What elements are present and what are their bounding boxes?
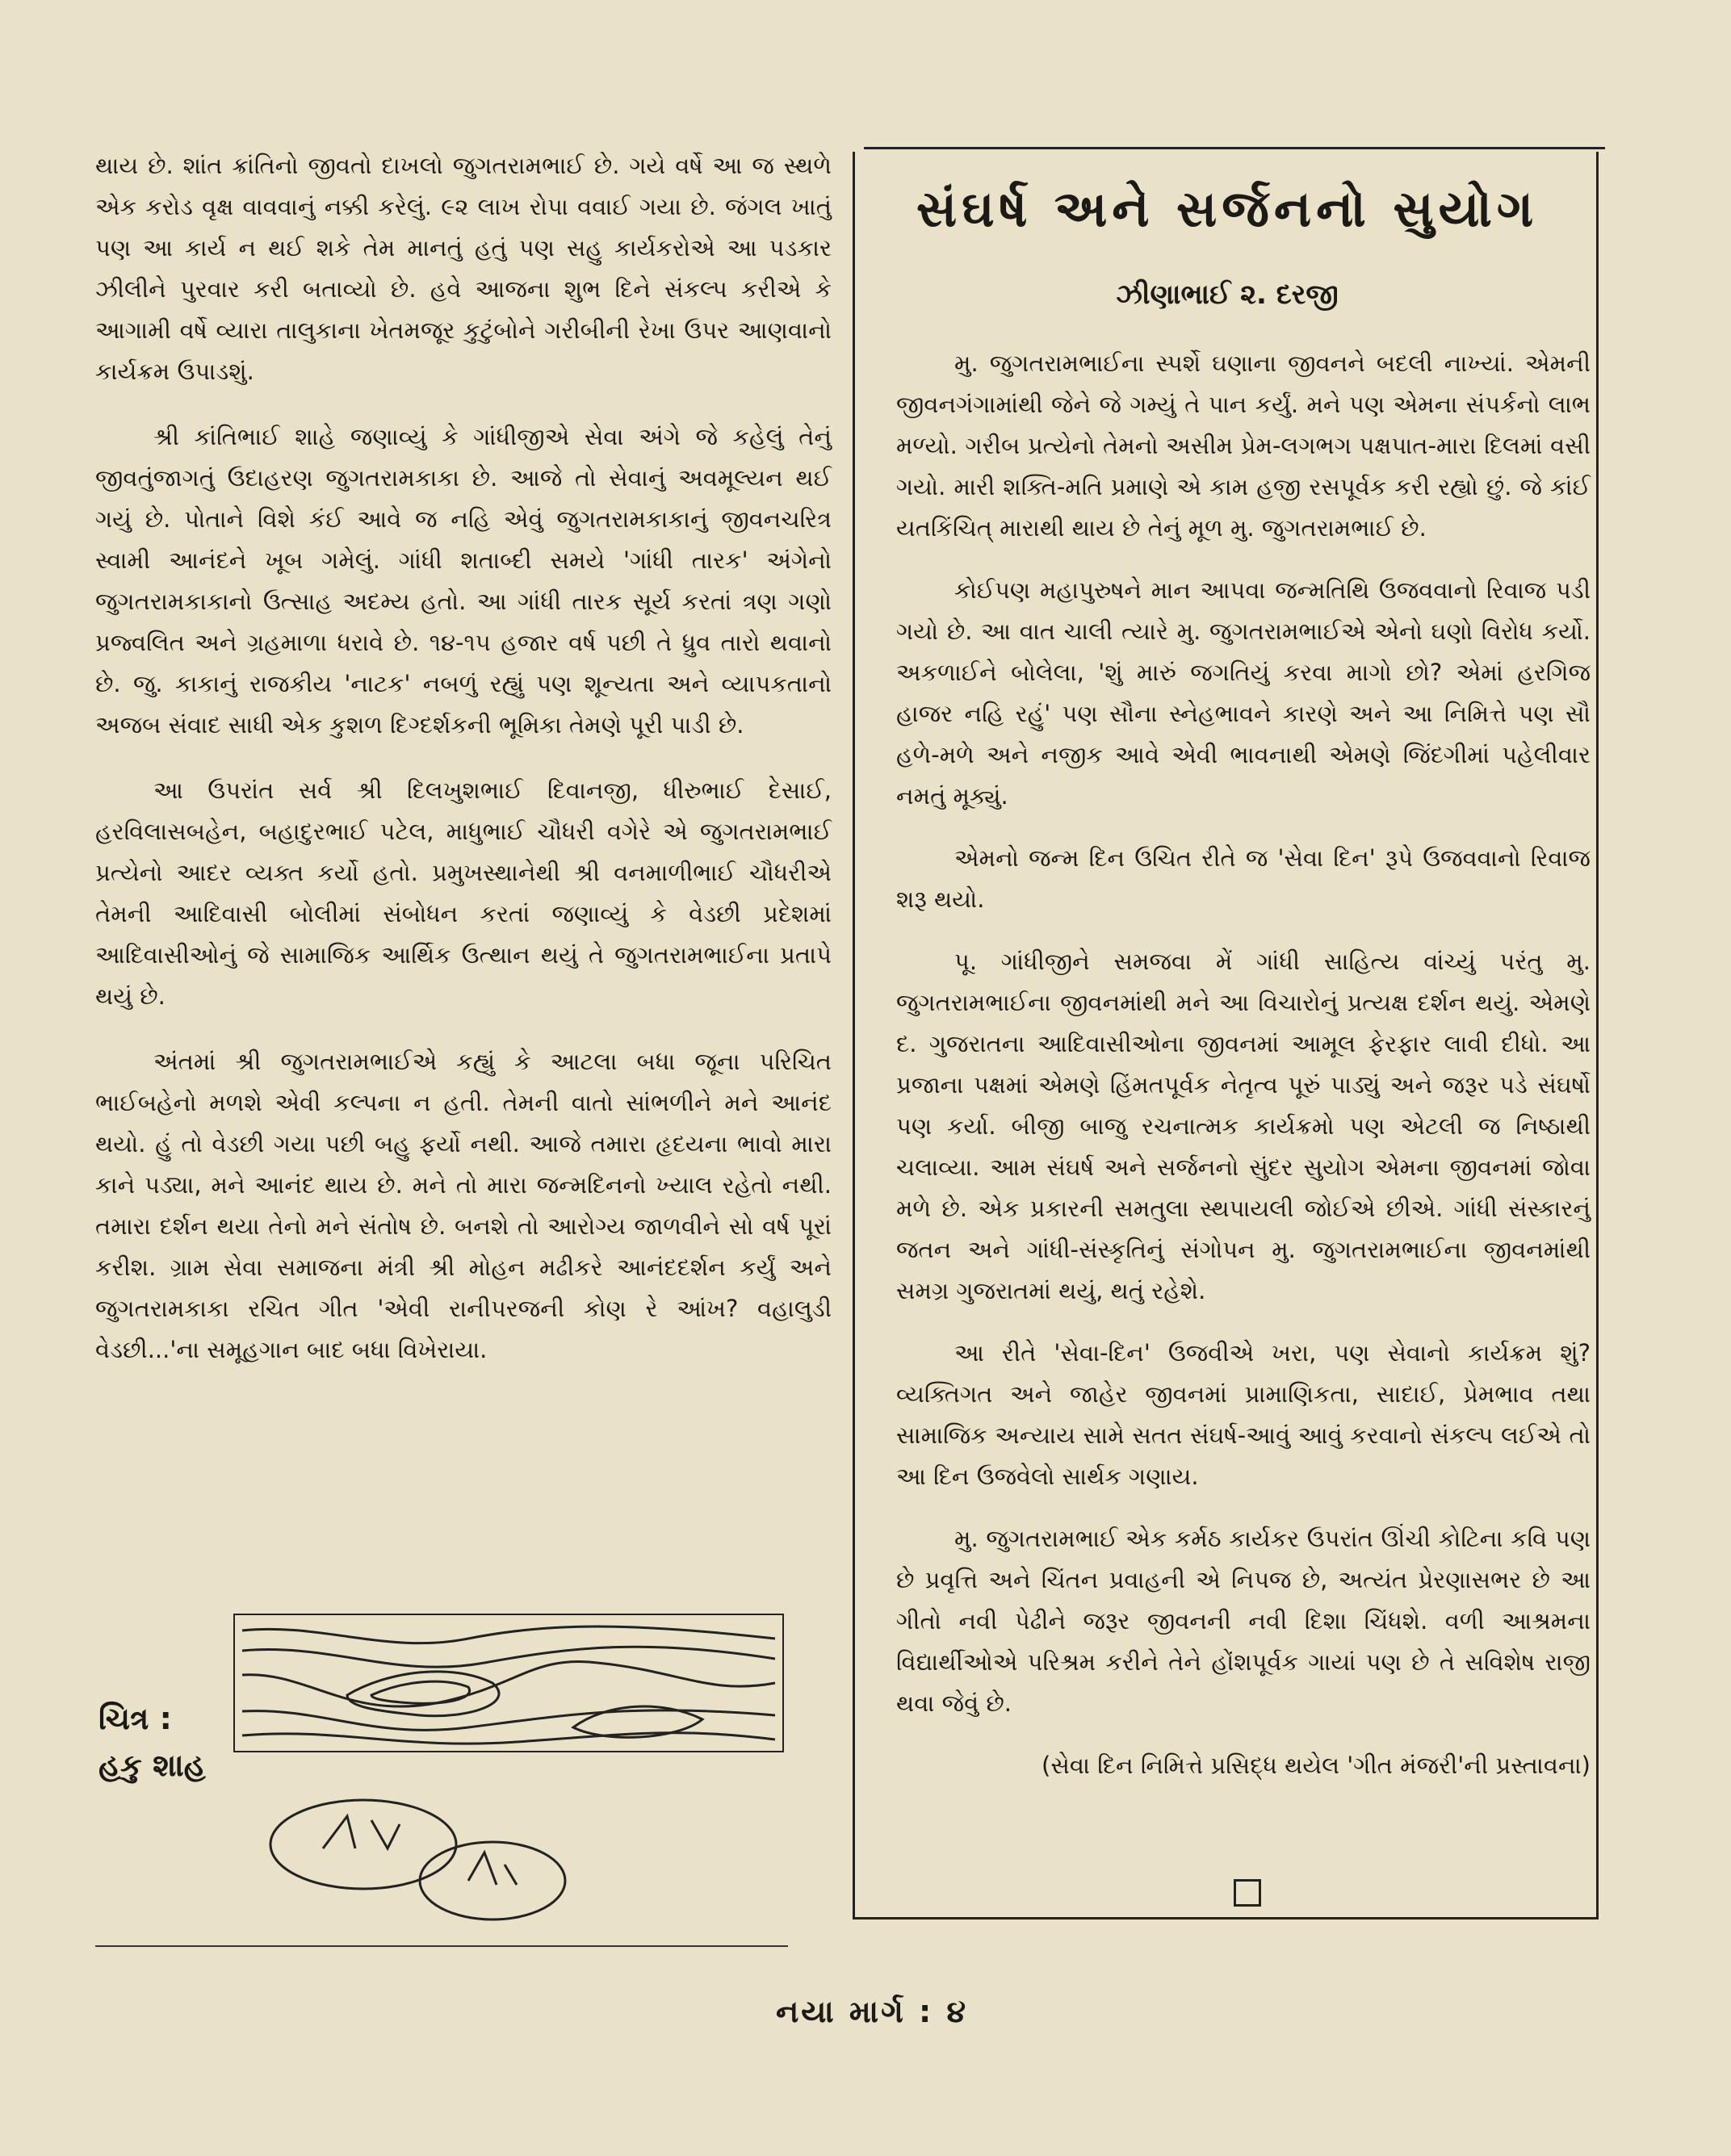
article-paragraph-1: મુ. જુગતરામભાઈના સ્પર્શે ઘણાના જીવનને બદલી નાખ્યાં. એમની જીવનગંગામાંથી જેને જે ગમ્યું તે પાન કર્યું. મને પણ એમના સંપર્કનો લાભ મળ્યો. ગરીબ પ્રત્યેનો તેમનો અસીમ પ્રેમ-લગભગ પક્ષપાત-મારા દિલમાં વસી ગયો. મારી શક્તિ-મતિ પ્રમાણે એ કામ હજી રસપૂર્વક કરી રહ્યો છું. જે કાંઈ યતકિંચિત્ મારાથી થાય છે તેનું મૂળ મુ. જુગતરામભાઈ છે. (896, 350, 1591, 542)
article-author: ઝીણાભાઈ ૨. દરજી (1116, 278, 1339, 311)
page-footer: નયા માર્ગ : ૪ (775, 1994, 969, 2029)
article-paragraph-2: કોઈપણ મહાપુરુષને માન આપવા જન્મતિથિ ઉજવવાનો રિવાજ પડી ગયો છે. આ વાત ચાલી ત્યારે મુ. જુગતરામભાઈએ એનો ઘણો વિરોધ કર્યો. અકળાઈને બોલેલા, 'શું મારું જગતિયું કરવા માગો છો? એમાં હરગિજ હાજર નહિ રહું' પણ સૌના સ્નેહભાવને કારણે અને આ નિમિત્તે પણ સૌ હળે-મળે અને નજીક આવે એવી ભાવનાથી એમણે જિંદગીમાં પહેલીવાર નમતું મૂક્યું. (896, 576, 1591, 810)
article-body (896, 343, 1591, 1807)
article-box-top-rule (864, 147, 1605, 149)
illustration-credit-name: હકુ શાહ (98, 1748, 206, 1783)
article-paragraph-3: એમનો જન્મ દિન ઉચિત રીતે જ 'સેવા દિન' રૂપે ઉજવવાનો રિવાજ શરૂ થયો. (896, 844, 1591, 913)
left-paragraph-3: આ ઉપરાંત સર્વ શ્રી દિલખુશભાઈ દિવાનજી, ધીરુભાઈ દેસાઈ, હરવિલાસબહેન, બહાદુરભાઈ પટેલ, માધુભાઈ ચૌધરી વગેરે એ જુગતરામભાઈ પ્રત્યેનો આદર વ્યક્ત કર્યો હતો. પ્રમુખસ્થાનેથી શ્રી વનમાળીભાઈ ચૌધરીએ તેમની આદિવાસી બોલીમાં સંબોધન કરતાં જણાવ્યું કે વેડછી પ્રદેશમાં આદિવાસીઓનું જે સામાજિક આર્થિક ઉત્થાન થયું તે જુગતરામભાઈના પ્રતાપે થયું છે. (95, 777, 832, 1010)
left-column-text (95, 145, 832, 1395)
illustration-credit (98, 1695, 220, 1789)
illustration-credit-label: ચિત્ર : (98, 1701, 172, 1736)
article-title: સંઘર્ષ અને સર્જનનો સુયોગ (916, 179, 1539, 238)
article-paragraph-5: આ રીતે 'સેવા-દિન' ઉજવીએ ખરા, પણ સેવાનો કાર્યક્રમ શું? વ્યક્તિગત અને જાહેર જીવનમાં પ્રામાણિકતા, સાદાઈ, પ્રેમભાવ તથા સામાજિક અન્યાય સામે સતત સંઘર્ષ-આવું આવું કરવાનો સંકલ્પ લઈએ તો આ દિન ઉજવેલો સાર્થક ગણાય. (896, 1339, 1591, 1490)
article-paragraph-4: પૂ. ગાંધીજીને સમજવા મેં ગાંધી સાહિત્ય વાંચ્યું પરંતુ મુ. જુગતરામભાઈના જીવનમાંથી મને આ વિચારોનું પ્રત્યક્ષ દર્શન થયું. એમણે દ. ગુજરાતના આદિવાસીઓના જીવનમાં આમૂલ ફેરફાર લાવી દીધો. આ પ્રજાના પક્ષમાં એમણે હિંમતપૂર્વક નેતૃત્વ પૂરું પાડ્યું અને જરૂર પડે સંઘર્ષો પણ કર્યા. બીજી બાજુ રચનાત્મક કાર્યક્રમો પણ એટલી જ નિષ્ઠાથી ચલાવ્યા. આમ સંઘર્ષ અને સર્જનનો સુંદર સુયોગ એમના જીવનમાં જોવા મળે છે. એક પ્રકારની સમતુલા સ્થપાયલી જોઈએ છીએ. ગાંધી સંસ્કારનું જતન અને ગાંધી-સંસ્કૃતિનું સંગોપન મુ. જુગતરામભાઈના જીવનમાંથી સમગ્ર ગુજરાતમાં થયું, થતું રહેશે. (896, 948, 1591, 1304)
wood-grain-illustration (226, 1606, 791, 1929)
article-end-square-icon (1234, 1879, 1261, 1907)
article-source-note: (સેવા દિન નિમિત્તે પ્રસિદ્ધ થયેલ 'ગીત મંજરી'ની પ્રસ્તાવના) (1042, 1752, 1591, 1779)
article-paragraph-6: મુ. જુગતરામભાઈ એક કર્મઠ કાર્યકર ઉપરાંત ઊંચી કોટિના કવિ પણ છે પ્રવૃત્તિ અને ચિંતન પ્રવાહની એ નિપજ છે, અત્યંત પ્રેરણાસભર છે આ ગીતો નવી પેઢીને જરૂર જીવનની નવી દિશા ચિંધશે. વળી આશ્રમના વિદ્યાર્થીઓએ પરિશ્રમ કરીને તેને હોંશપૂર્વક ગાયાં પણ છે તે સવિશેષ રાજી થવા જેવું છે. (896, 1525, 1591, 1717)
left-paragraph-1: થાય છે. શાંત ક્રાંતિનો જીવતો દાખલો જુગતરામભાઈ છે. ગયે વર્ષે આ જ સ્થળે એક કરોડ વૃક્ષ વાવવાનું નક્કી કરેલું. ૯૨ લાખ રોપા વવાઈ ગયા છે. જંગલ ખાતું પણ આ કાર્ય ન થઈ શકે તેમ માનતું હતું પણ સહુ કાર્યકરોએ આ પડકાર ઝીલીને પુરવાર કરી બતાવ્યો છે. હવે આજના શુભ દિને સંકલ્પ કરીએ કે આગામી વર્ષે વ્યારા તાલુકાના ખેતમજૂર કુટુંબોને ગરીબીની રેખા ઉપર આણવાનો કાર્યક્રમ ઉપાડશું. (95, 152, 832, 385)
left-column-bottom-rule (95, 1945, 788, 1947)
left-paragraph-2: શ્રી કાંતિભાઈ શાહે જણાવ્યું કે ગાંધીજીએ સેવા અંગે જે કહેલું તેનું જીવતુંજાગતું ઉદાહરણ જુગતરામકાકા છે. આજે તો સેવાનું અવમૂલ્યન થઈ ગયું છે. પોતાને વિશે કંઈ આવે જ નહિ એવું જુગતરામકાકાનું જીવનચરિત્ર સ્વામી આનંદને ખૂબ ગમેલું. ગાંધી શતાબ્દી સમયે 'ગાંધી તારક' અંગેનો જુગતરામકાકાનો ઉત્સાહ અદમ્ય હતો. આ ગાંધી તારક સૂર્ય કરતાં ત્રણ ગણો પ્રજ્વલિત અને ગ્રહમાળા ધરાવે છે. ૧૪-૧૫ હજાર વર્ષ પછી તે ધ્રુવ તારો થવાનો છે. જુ. કાકાનું રાજકીય 'નાટક' નબળું રહ્યું પણ શૂન્યતા અને વ્યાપકતાનો અજબ સંવાદ સાધી એક કુશળ દિગ્દર્શકની ભૂમિકા તેમણે પૂરી પાડી છે. (95, 423, 832, 739)
left-paragraph-4: અંતમાં શ્રી જુગતરામભાઈએ કહ્યું કે આટલા બધા જૂના પરિચિત ભાઈબહેનો મળશે એવી કલ્પના ન હતી. તેમની વાતો સાંભળીને મને આનંદ થયો. હું તો વેડછી ગયા પછી બહુ ફર્યો નથી. આજે તમારા હૃદયના ભાવો મારા કાને પડ્યા, મને આનંદ થાય છે. મને તો મારા જન્મદિનનો ખ્યાલ રહેતો નથી. તમારા દર્શન થયા તેનો મને સંતોષ છે. બનશે તો આરોગ્ય જાળવીને સો વર્ષ પૂરાં કરીશ. ગ્રામ સેવા સમાજના મંત્રી શ્રી મોહન મઢીકરે આનંદદર્શન કર્યું અને જુગતરામકાકા રચિત ગીત 'એવી રાનીપરજની કોણ રે આંખ? વહાલુડી વેડછી...'ના સમૂહગાન બાદ બધા વિખેરાયા. (95, 1048, 832, 1363)
